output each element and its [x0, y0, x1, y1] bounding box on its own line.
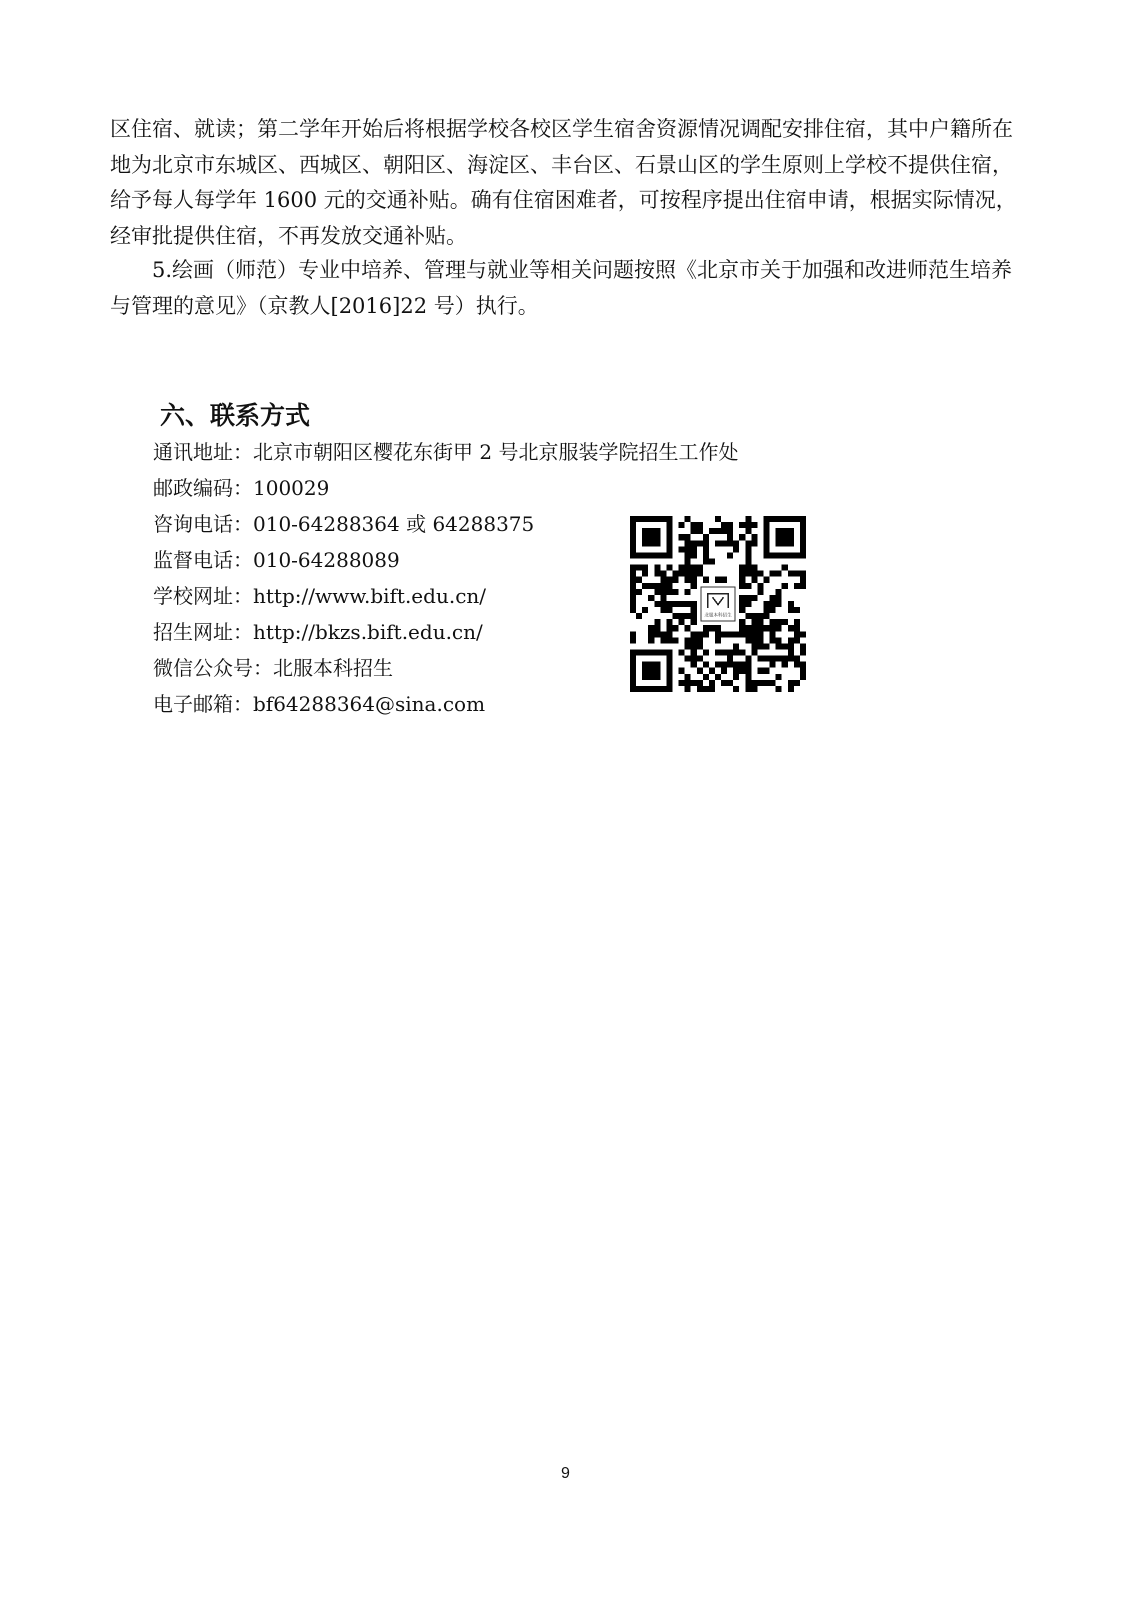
contact-label: 电子邮箱：: [153, 692, 253, 716]
contact-value: 北服本科招生: [273, 656, 393, 680]
contact-label: 招生网址：: [153, 620, 253, 644]
qr-logo-text: [704, 612, 732, 619]
contact-label: 微信公众号：: [153, 656, 273, 680]
contact-value: 010-64288364 或 64288375: [253, 512, 535, 536]
contact-link[interactable]: http://www.bift.edu.cn/: [253, 584, 487, 608]
contact-value: 北京市朝阳区樱花东街甲 2 号北京服装学院招生工作处: [253, 440, 739, 464]
contact-label: 邮政编码：: [153, 476, 253, 500]
contact-label: 学校网址：: [153, 584, 253, 608]
contact-label: 通讯地址：: [153, 440, 253, 464]
contact-label: 监督电话：: [153, 548, 253, 572]
body-paragraph-2-text: 5.绘画（师范）专业中培养、管理与就业等相关问题按照《北京市关于加强和改进师范生培养与管理的意见》（京教人[2016]22 号）执行。: [110, 258, 1013, 318]
contact-link[interactable]: bf64288364@sina.com: [253, 692, 486, 716]
qr-code-icon: [630, 516, 806, 692]
page-number: 9: [561, 1465, 570, 1482]
contact-row-address: [153, 434, 738, 470]
contact-row-postcode: [153, 470, 738, 506]
contact-link[interactable]: http://bkzs.bift.edu.cn/: [253, 620, 483, 644]
contact-value: 100029: [253, 476, 330, 500]
body-paragraph-1: 区住宿、就读；第二学年开始后将根据学校各校区学生宿舍资源情况调配安排住宿，其中户籍所在地为北京市东城区、西城区、朝阳区、海淀区、丰台区、石景山区的学生原则上学校不提供住宿，给予每人每学年 1600 元的交通补贴。确有住宿困难者，可按程序提出住宿申请，根据实际情况，经审批提供住宿，不再发放交通补贴。: [110, 117, 1017, 248]
contact-value: 010-64288089: [253, 548, 400, 572]
contact-label: 咨询电话：: [153, 512, 253, 536]
body-paragraph-2: [110, 253, 1026, 324]
section-heading: 六、联系方式: [160, 401, 311, 430]
